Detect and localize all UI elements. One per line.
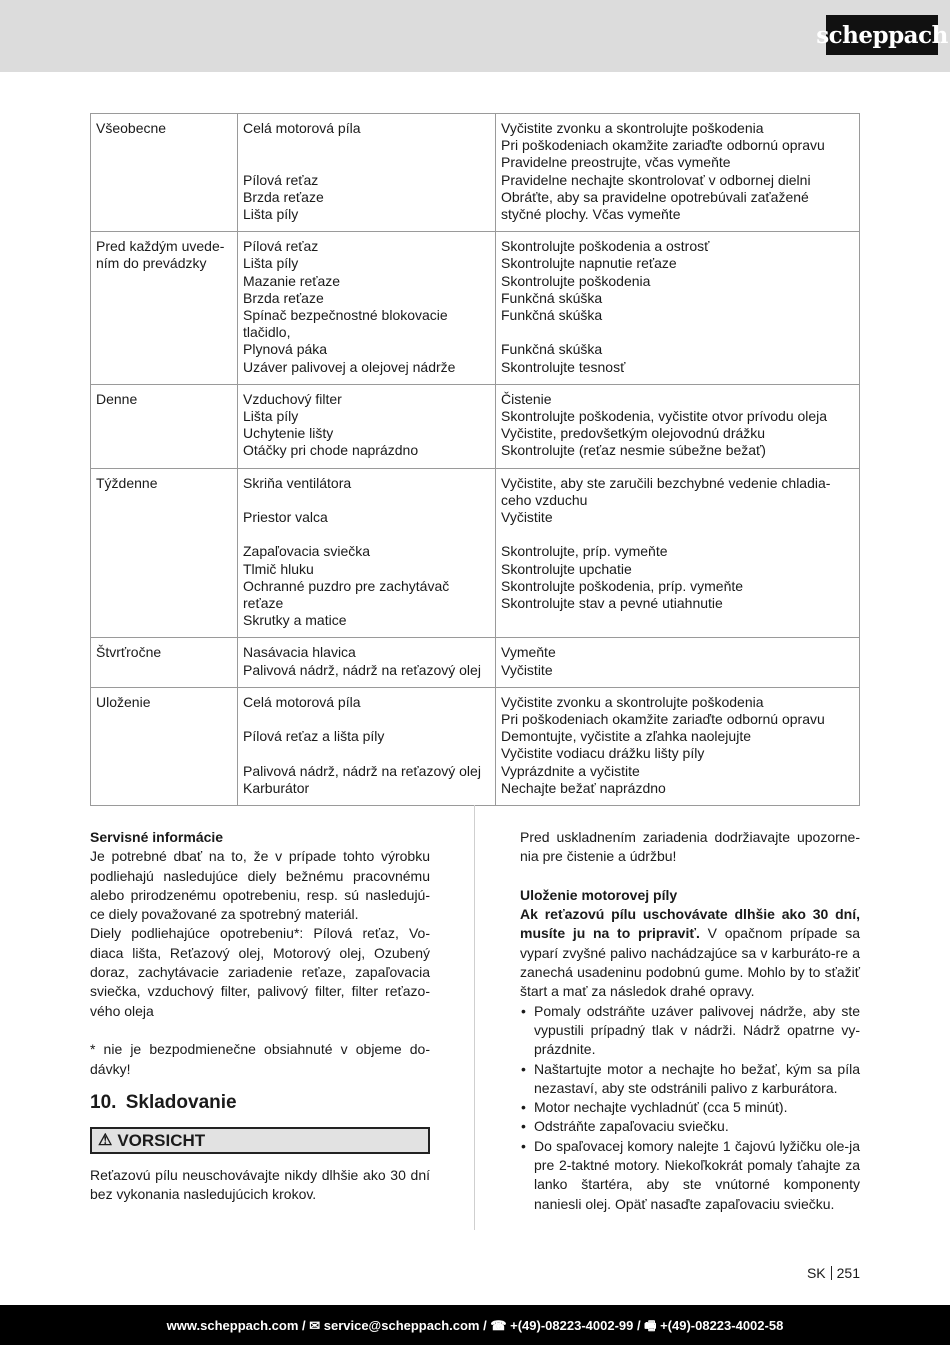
cell-line: Skontrolujte poškodenia [501, 272, 651, 289]
cell-line: Skontrolujte poškodenia, príp. vymeňte [501, 577, 744, 594]
cell-line: Funkčná skúška [501, 307, 603, 324]
footnote-text: * nie je bezpodmienečne obsiahnuté v objeme do-dávky! [90, 1041, 430, 1077]
list-item: • Do spaľovacej komory nalejte 1 čajovú lyžičku ole-ja pre 2-taktné motory. Niekoľkokrát pomaly ťahajte za lanko štartéra, aby ste vnútorné komponenty naniesli olej. Opäť nasaďte zapaľovaciu sviečku. [520, 1137, 860, 1214]
cell-line: Pred každým uvede- [96, 238, 225, 255]
cell-line [501, 526, 854, 543]
cell-line: Nasávacia hlavica [243, 644, 356, 661]
header-band [0, 0, 950, 72]
storage-steps-list [520, 1002, 860, 1214]
cell-line: Uzáver palivovej a olejovej nádrže [243, 358, 456, 375]
cell-line: Pílová reťaz [243, 171, 319, 188]
cell-line: Pílová reťaz [243, 238, 319, 255]
cell-line: Pravidelne preostrujte, včas vymeňte [501, 154, 731, 171]
parts-cell [238, 114, 496, 232]
cell-line: Čistenie [501, 390, 552, 407]
warning-triangle-icon: ⚠ [98, 1131, 113, 1149]
cell-line: Denne [96, 390, 138, 407]
cell-line: Pri poškodeniach okamžite zariaďte odbornú opravu [501, 711, 825, 728]
cell-line: Pri poškodeniach okamžite zariaďte odbornú opravu [501, 137, 825, 154]
parts-cell [238, 638, 496, 687]
cell-line: Skontrolujte stav a pevné utiahnutie [501, 595, 723, 612]
cell-line: Pílová reťaz a lišta píly [243, 728, 385, 745]
storage-bold-text: Ak reťazovú pílu uschovávate dlhšie ako 30 dní, musíte ju na to pripraviť. [520, 906, 860, 942]
right-column [520, 828, 860, 1214]
cell-line: Vyprázdnite a vyčistite [501, 762, 640, 779]
storage-paragraph [520, 905, 860, 1001]
cell-line [501, 324, 854, 341]
actions-cell [496, 232, 860, 385]
cell-line: Skontrolujte, príp. vymeňte [501, 543, 668, 560]
cell-line: Karburátor [243, 779, 310, 796]
language-code: SK [806, 1265, 826, 1281]
table-row [91, 468, 860, 638]
interval-cell [91, 384, 238, 468]
cell-line: Tlmič hluku [243, 560, 314, 577]
caution-text: Reťazovú pílu neuschovávajte nikdy dlhšie ako 30 dní bez vykonania nasledujúcich krokov. [90, 1166, 430, 1203]
cell-line: Nechajte bežať naprázdno [501, 779, 666, 796]
cell-line: Celá motorová píla [243, 120, 361, 136]
cell-line: Vyčistite, predovšetkým olejovodnú drážku [501, 425, 766, 442]
table-row [91, 232, 860, 385]
cell-line: Štvrťročne [96, 644, 162, 661]
maintenance-table [90, 113, 860, 806]
section-number: 10. [90, 1091, 117, 1113]
parts-cell [238, 468, 496, 638]
interval-cell [91, 114, 238, 232]
page-number: 251 [836, 1265, 860, 1281]
cell-line: Vymeňte [501, 644, 556, 661]
cell-line: Palivová nádrž, nádrž na reťazový olej [243, 661, 481, 678]
left-column [90, 828, 430, 1204]
cell-line: styčné plochy. Včas vymeňte [501, 206, 681, 223]
cell-line: Obráťte, aby sa pravidelne opotrebúvali zaťažené [501, 188, 809, 205]
cell-line [243, 526, 490, 543]
service-info-title: Servisné informácie [90, 829, 224, 845]
cell-line: Spínač bezpečnostné blokovacie [243, 307, 448, 324]
scheppach-logo: scheppach [826, 15, 938, 55]
parts-cell [238, 384, 496, 468]
cell-line: ceho vzduchu [501, 491, 588, 508]
section-heading [90, 1091, 430, 1115]
cell-line: Všeobecne [96, 120, 167, 136]
cell-line: Mazanie reťaze [243, 272, 341, 289]
list-item: • Odstráňte zapaľovaciu sviečku. [520, 1117, 860, 1136]
cell-line [501, 612, 854, 629]
actions-cell [496, 468, 860, 638]
table-row [91, 638, 860, 687]
parts-cell [238, 232, 496, 385]
cell-line: Týždenne [96, 474, 158, 491]
cell-line: Ochranné puzdro pre zachytávač [243, 577, 450, 594]
cell-line: Vyčistite zvonku a skontrolujte poškodenia [501, 693, 764, 710]
footer-contact: www.scheppach.com / ✉ service@scheppach.com / ☎ +(49)-08223-4002-99 / 🖷 +(49)-08223-4002-58 [166, 1318, 784, 1333]
cell-line [243, 154, 490, 171]
interval-cell [91, 638, 238, 687]
cell-line: Demontujte, vyčistite a zľahka naolejujte [501, 728, 751, 745]
column-divider [474, 805, 475, 1230]
cell-line: Vyčistite vodiacu drážku lišty píly [501, 745, 705, 762]
caution-label: VORSICHT [117, 1130, 206, 1150]
cell-line: Vzduchový filter [243, 390, 342, 407]
cell-line: Skontrolujte (reťaz nesmie súbežne bežať) [501, 442, 766, 459]
cell-line: Lišta píly [243, 408, 299, 425]
parts-cell [238, 687, 496, 805]
cell-line: Plynová páka [243, 341, 328, 358]
table-row [91, 384, 860, 468]
cell-line: Brzda reťaze [243, 188, 324, 205]
page-number-block [760, 1265, 860, 1281]
cell-line: Skontrolujte napnutie reťaze [501, 255, 677, 272]
interval-cell [91, 468, 238, 638]
cell-line: Skontrolujte tesnosť [501, 358, 626, 375]
cell-line [243, 492, 490, 509]
cell-line: Skontrolujte poškodenia, vyčistite otvor prívodu oleja [501, 408, 828, 425]
storage-subtitle: Uloženie motorovej píly [520, 886, 678, 903]
cell-line: Zapaľovacia sviečka [243, 543, 371, 560]
cell-line: Skontrolujte upchatie [501, 560, 632, 577]
section-title: Skladovanie [125, 1091, 237, 1113]
cell-line: Celá motorová píla [243, 693, 361, 710]
cell-line: Funkčná skúška [501, 289, 603, 306]
cell-line: Otáčky pri chode naprázdno [243, 442, 419, 459]
storage-text: V opačnom prípade sa vyparí zvyšné palivo nachádzajúce sa v karburáto-re a zanechá usadeninu podobnú gume. Mohlo by to sťažiť štart a mať za následok drahé opravy. [520, 925, 860, 1000]
cell-line: Pravidelne nechajte skontrolovať v odbornej dielni [501, 171, 811, 188]
cell-line: ním do prevádzky [96, 255, 207, 272]
cell-line: Palivová nádrž, nádrž na reťazový olej [243, 762, 481, 779]
cell-line: Vyčistite [501, 509, 553, 526]
cell-line: Vyčistite zvonku a skontrolujte poškodenia [501, 120, 764, 136]
cell-line: Skriňa ventilátora [243, 474, 352, 491]
service-info-paragraph: Je potrebné dbať na to, že v prípade tohto výrobku podliehajú nasledujúce diely bežnému pracovnému alebo prirodzenému opotrebeniu, resp. sú nasledujú-ce diely považované za spotrebný materiál. [90, 848, 430, 923]
cell-line: Uloženie [96, 693, 151, 710]
cell-line [243, 745, 490, 762]
cell-line: Uchytenie lišty [243, 425, 334, 442]
cell-line: Brzda reťaze [243, 289, 324, 306]
list-item: • Pomaly odstráňte uzáver palivovej nádrže, aby ste vypustili prípadný tlak v nádrži. Nádrž opatrne vy-prázdnite. [520, 1002, 860, 1060]
caution-box [90, 1127, 430, 1154]
cell-line: Priestor valca [243, 509, 328, 526]
cell-line: Vyčistite, aby ste zaručili bezchybné vedenie chladia- [501, 474, 831, 491]
interval-cell [91, 232, 238, 385]
cell-line: tlačidlo, [243, 324, 291, 341]
wear-parts-paragraph: Diely podliehajúce opotrebeniu*: Pílová reťaz, Vo-diaca lišta, Reťazový olej, Motorový olej, Ozubený doraz, zachytávacie zariadenie reťaze, zapaľovacia sviečka, vzduchový filter, palivový filter, filter reťazo-vého oleja [90, 925, 430, 1019]
cell-line [243, 711, 490, 728]
storage-intro: Pred uskladnením zariadenia dodržiavajte upozorne-nia pre čistenie a údržbu! [520, 829, 860, 865]
cell-line: reťaze [243, 595, 284, 612]
list-item: • Motor nechajte vychladnúť (cca 5 minút). [520, 1098, 860, 1117]
cell-line: Skontrolujte poškodenia a ostrosť [501, 238, 710, 255]
cell-line: Funkčná skúška [501, 341, 603, 358]
cell-line: Lišta píly [243, 255, 299, 272]
cell-line: Vyčistite [501, 661, 553, 678]
list-item: • Naštartujte motor a nechajte ho bežať, kým sa píla nezastaví, aby ste odstránili palivo z karburátora. [520, 1060, 860, 1099]
table-row [91, 114, 860, 232]
actions-cell [496, 114, 860, 232]
interval-cell [91, 687, 238, 805]
table-row [91, 687, 860, 805]
actions-cell [496, 638, 860, 687]
cell-line: Skrutky a matice [243, 612, 347, 629]
actions-cell [496, 384, 860, 468]
actions-cell [496, 687, 860, 805]
cell-line [243, 137, 490, 154]
cell-line: Lišta píly [243, 205, 299, 222]
